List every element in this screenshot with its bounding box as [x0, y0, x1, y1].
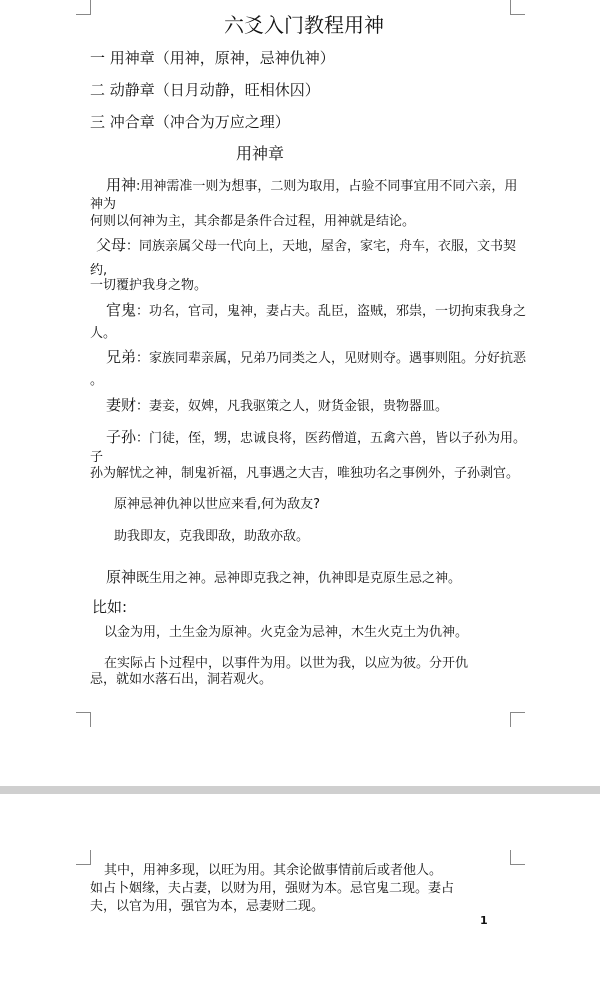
page2-line-2: 如占卜姻缘，夫占妻，以财为用，强财为本。忌官鬼二现。妻占 [90, 881, 455, 896]
entry-zisun [106, 428, 526, 448]
entry-term: 原神 [106, 568, 137, 586]
question-line: 原神忌神仇神以世应来看,何为敌友? [114, 497, 321, 512]
entry-text: ：门徒，侄，甥，忠诚良将，医药僧道，五禽六兽，皆以子孙为用。 [136, 431, 527, 446]
page-number: 1 [480, 914, 488, 927]
entry-term: 用神 [106, 176, 137, 194]
entry-term: 兄弟 [106, 348, 137, 366]
entry-text: ：同族亲属父母一代向上，天地，屋舍，家宅，舟车，衣服，文书契 [126, 239, 517, 254]
toc-item-3: 三 冲合章（冲合为万应之理） [90, 113, 290, 131]
example-line: 以金为用，土生金为原神。火克金为忌神，木生火克土为仇神。 [104, 625, 469, 640]
entry-text: :用神需准一则为想事，二则为取用，占验不同事宜用不同六亲，用 [136, 179, 518, 194]
entry-xiongdi [106, 348, 526, 368]
example-heading: 比如: [92, 598, 128, 616]
entry-term: 妻财 [106, 396, 137, 414]
entry-fumu-line3: 一切覆护我身之物。 [90, 278, 208, 293]
practice-line-1: 在实际占卜过程中，以事件为用。以世为我，以应为彼。分开仇 [104, 656, 469, 671]
crop-mark-top-left [76, 850, 91, 865]
entry-yongshen-line3: 何则以何神为主，其余都是条件合过程，用神就是结论。 [90, 214, 416, 229]
entry-term: 父母 [96, 236, 127, 254]
entry-text: ：功名，官司，鬼神，妻占夫。乱臣，盗贼，邪祟，一切拘束我身之 [136, 304, 527, 319]
entry-fumu [96, 236, 516, 256]
entry-yongshen-line2: 神为 [90, 197, 117, 212]
entry-xiongdi-line2: 。 [90, 373, 104, 388]
toc-item-2: 二 动静章（日月动静，旺相休囚） [90, 81, 320, 99]
section-title: 用神章 [236, 144, 285, 163]
entry-text: ：妻妾，奴婢，凡我驱策之人，财货金银，贵物器皿。 [136, 399, 449, 414]
entry-guangui [106, 301, 526, 321]
crop-mark-bottom-right [510, 712, 525, 727]
crop-mark-top-left [76, 0, 91, 15]
entry-text: 既生用之神。忌神即克我之神，仇神即是克原生忌之神。 [136, 571, 462, 586]
document-title: 六爻入门教程用神 [224, 13, 384, 37]
entry-text: ：家族同辈亲属，兄弟乃同类之人，见财则夺。遇事则阻。分好抗恶 [136, 351, 527, 366]
entry-term: 官鬼 [106, 301, 137, 319]
crop-mark-top-right [510, 0, 525, 15]
page2-line-1: 其中，用神多现，以旺为用。其余论做事情前后或者他人。 [104, 863, 443, 878]
entry-qicai [106, 396, 448, 416]
entry-yuanshen [106, 568, 461, 588]
document-page-2 [0, 794, 600, 1004]
entry-fumu-line2: 约, [90, 263, 108, 278]
answer-line: 助我即友，克我即敌，助敌亦敌。 [114, 529, 310, 544]
crop-mark-top-right [510, 850, 525, 865]
entry-guangui-line2: 人。 [90, 326, 117, 341]
entry-term: 子孙 [106, 428, 137, 446]
entry-zisun-line3: 孙为解忧之神，制鬼祈福，凡事遇之大吉，唯独功名之事例外，子孙剥官。 [90, 466, 520, 481]
crop-mark-bottom-left [76, 712, 91, 727]
page2-line-3: 夫，以官为用，强官为本，忌妻财二现。 [90, 899, 325, 914]
toc-item-1: 一 用神章（用神，原神，忌神仇神） [90, 49, 335, 67]
page-separator [0, 786, 600, 794]
entry-yongshen [106, 176, 517, 196]
practice-line-2: 忌，就如水落石出，洞若观火。 [90, 672, 273, 687]
entry-zisun-line2: 子 [90, 450, 104, 465]
